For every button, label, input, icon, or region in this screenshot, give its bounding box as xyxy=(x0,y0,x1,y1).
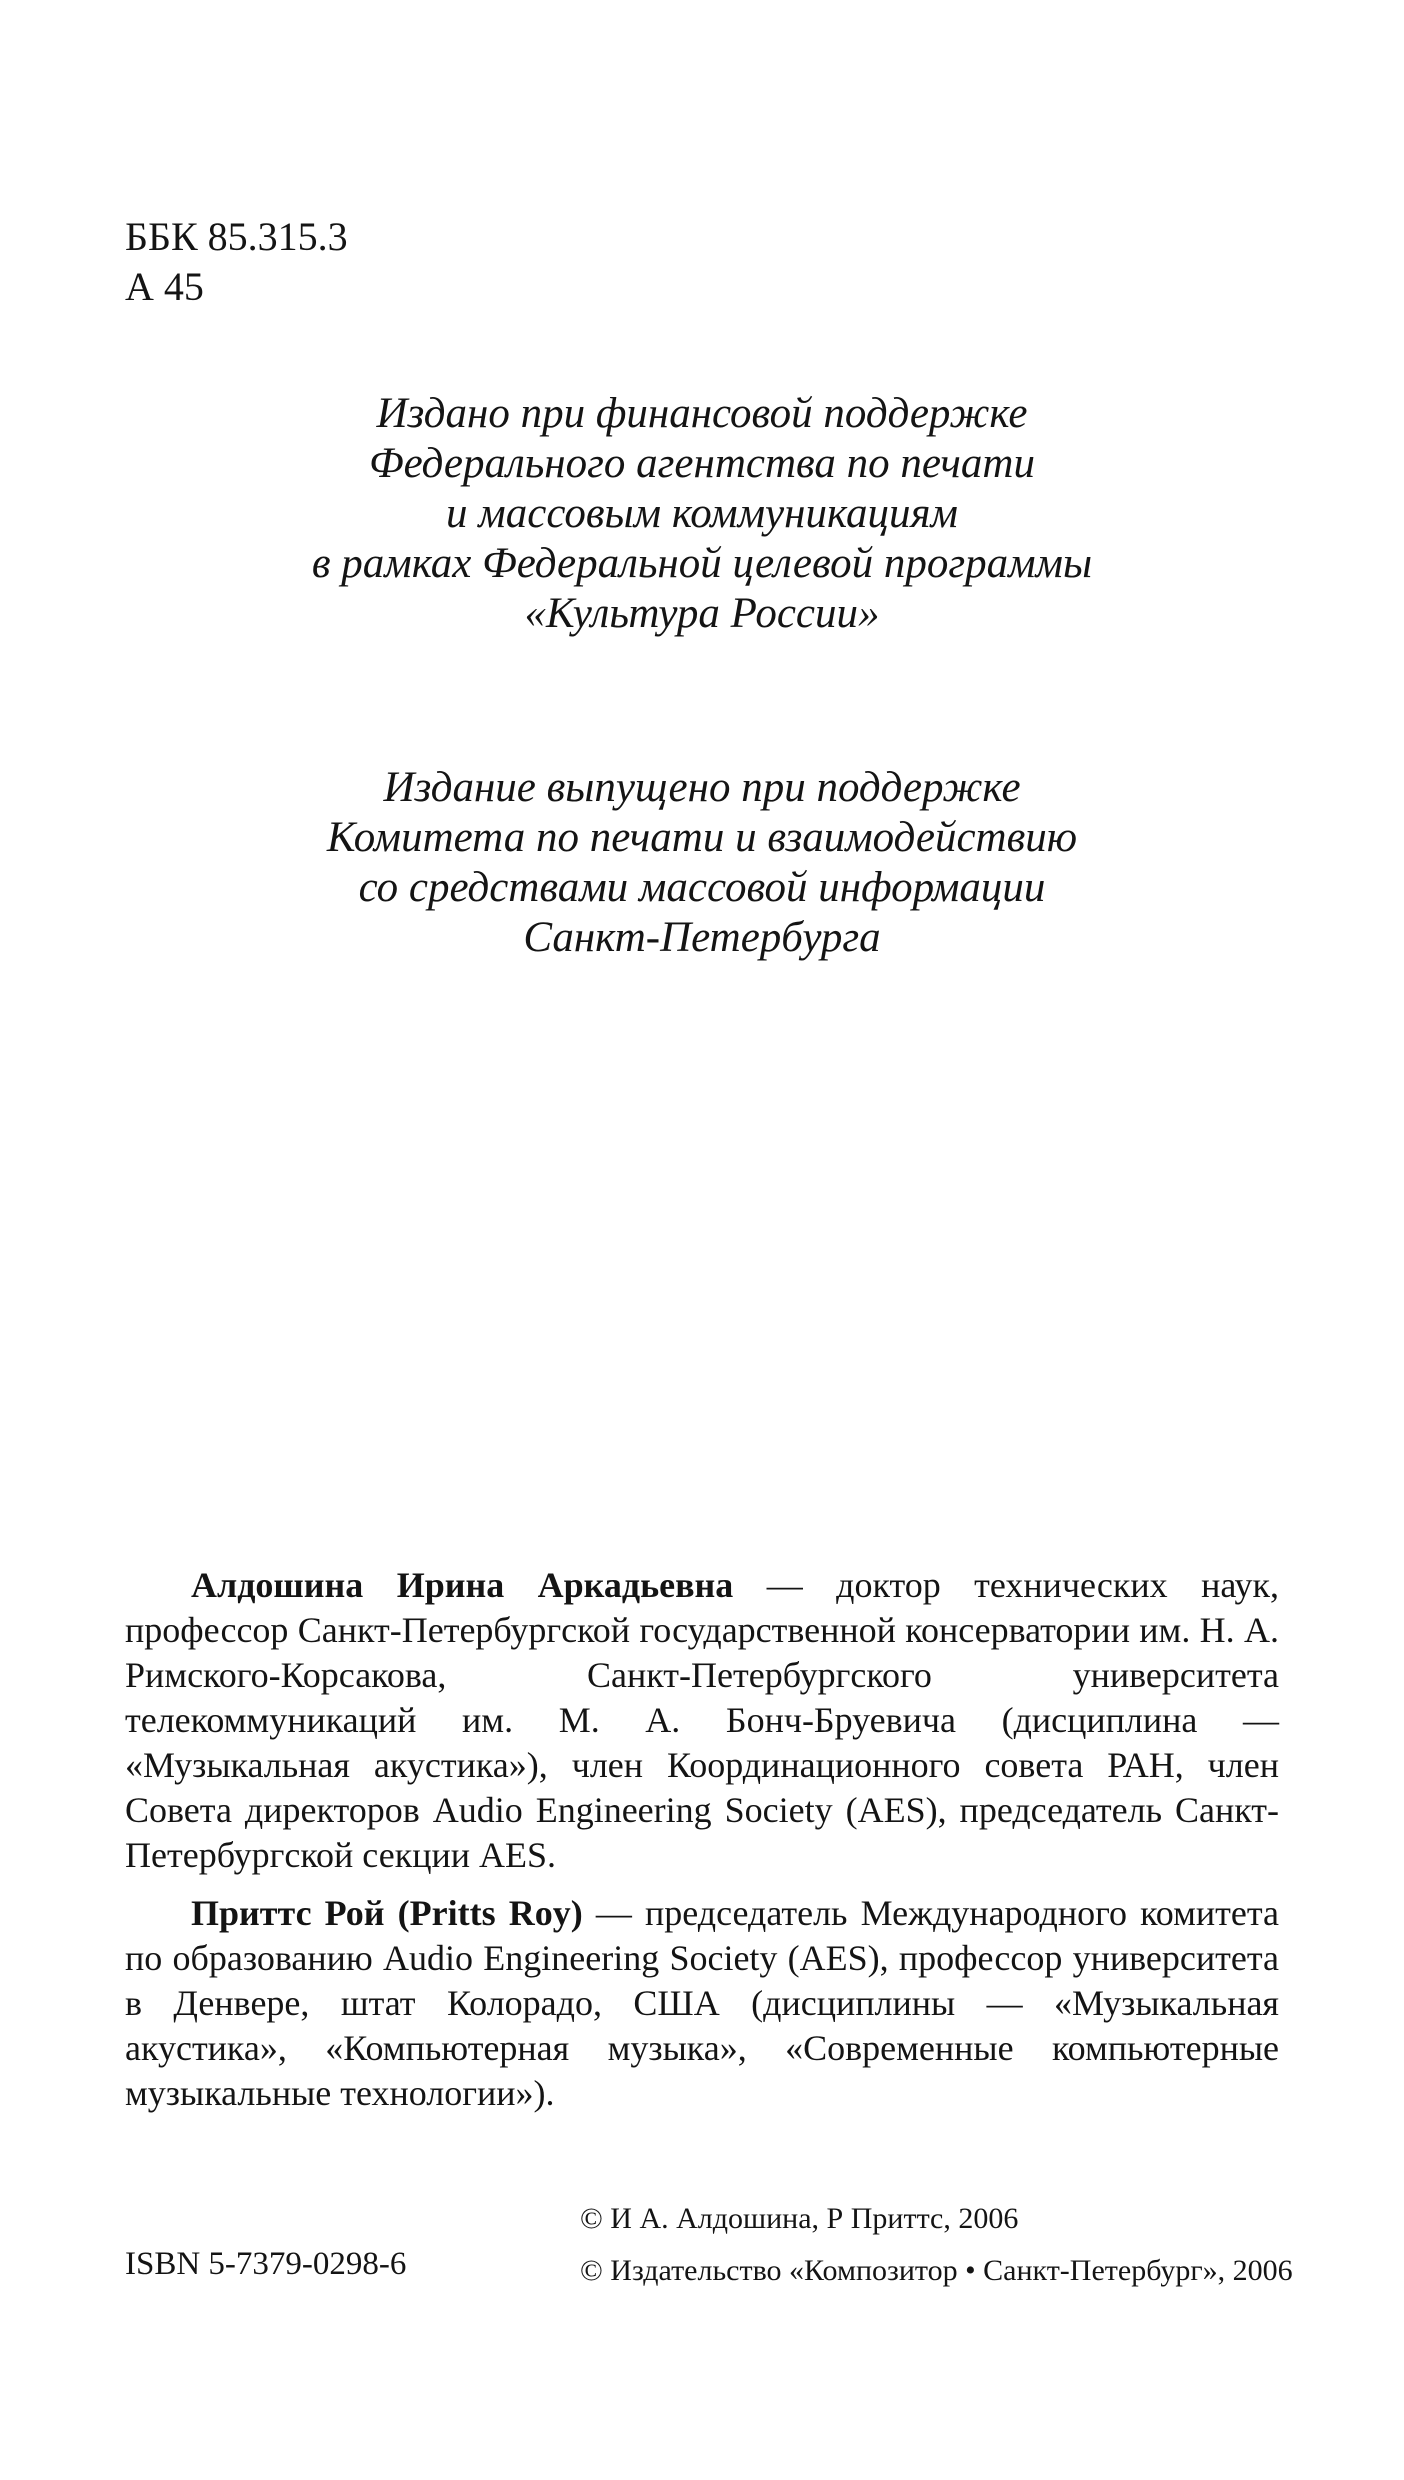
notice-line: в рамках Федеральной целевой программы xyxy=(311,540,1093,587)
notice-line: Комитета по печати и взаимодействию xyxy=(326,814,1078,861)
author-name: Алдошина Ирина Аркадьевна xyxy=(191,1565,734,1605)
author-description: — председатель Международного комитета по образованию Audio Engineering Society (AES), профессор университета в Денвере, штат Колорадо, США (дисциплины — «Музыкальная акустика», «Компьютерная музыка», «Современные компьютерные музыкальные технологии»). xyxy=(125,1893,1279,2113)
isbn-number: ISBN 5-7379-0298-6 xyxy=(125,2246,407,2282)
notice-line: «Культура России» xyxy=(524,590,880,637)
author-mark: А 45 xyxy=(125,264,204,309)
author-bio-aldoshina xyxy=(125,1563,1279,1878)
classification-block xyxy=(125,212,348,312)
notice-line: Федерального агентства по печати xyxy=(369,440,1035,487)
copyright-authors: © И А. Алдошина, Р Приттс, 2006 xyxy=(580,2202,1019,2235)
copyright-publisher: © Издательство «Композитор • Санкт-Петербург», 2006 xyxy=(580,2254,1293,2287)
notice-line: Издано при финансовой поддержке xyxy=(376,390,1028,437)
notice-line: Издание выпущено при поддержке xyxy=(383,764,1021,811)
spb-support-notice xyxy=(200,763,1204,963)
copyright-block xyxy=(580,2193,1293,2297)
author-name: Приттс Рой (Pritts Roy) xyxy=(191,1893,583,1933)
federal-support-notice xyxy=(200,389,1204,639)
author-bio-pritts xyxy=(125,1891,1279,2116)
bbk-code: ББК 85.315.3 xyxy=(125,214,348,259)
author-description: — доктор технических наук, профессор Санкт-Петербургской государственной консерватории им. Н. А. Римского-Корсакова, Санкт-Петербургского университета телекоммуникаций им. М. А. Бонч-Бруевича (дисциплина — «Музыкальная акустика»), член Координационного совета РАН, член Совета директоров Audio Engineering Society (AES), председатель Санкт-Петербургской секции AES. xyxy=(125,1565,1280,1875)
notice-line: Санкт-Петербурга xyxy=(523,914,881,961)
notice-line: со средствами массовой информации xyxy=(358,864,1046,911)
notice-line: и массовым коммуникациям xyxy=(446,490,958,537)
